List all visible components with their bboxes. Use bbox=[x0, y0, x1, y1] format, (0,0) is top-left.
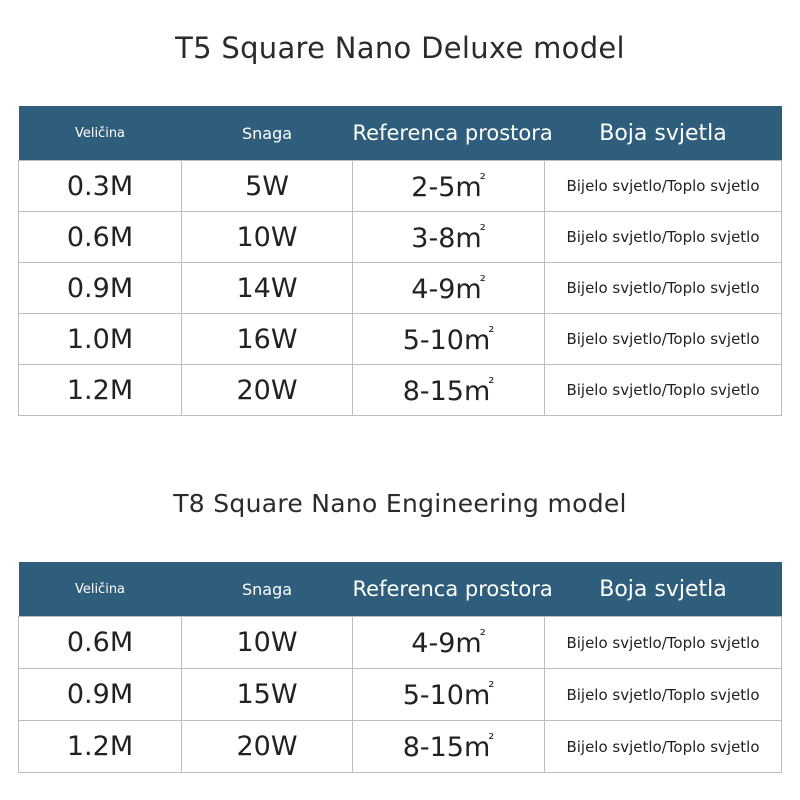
cell-size: 0.6M bbox=[19, 212, 182, 263]
cell-color: Bijelo svjetlo/Toplo svjetlo bbox=[545, 212, 782, 263]
cell-size: 0.9M bbox=[19, 669, 182, 721]
area-value: 2-5m bbox=[411, 171, 482, 203]
cell-area bbox=[353, 314, 545, 365]
table-row bbox=[19, 365, 782, 416]
area-value: 8-15m bbox=[402, 732, 491, 763]
table-row bbox=[19, 617, 782, 669]
header-size: Veličina bbox=[74, 125, 126, 141]
cell-color: Bijelo svjetlo/Toplo svjetlo bbox=[545, 263, 782, 314]
cell-size: 0.9M bbox=[19, 263, 182, 314]
spec-table-t5 bbox=[18, 106, 782, 416]
spec-table-t8 bbox=[18, 562, 782, 773]
cell-area bbox=[353, 669, 545, 721]
cell-color: Bijelo svjetlo/Toplo svjetlo bbox=[545, 617, 782, 669]
area-value: 5-10m bbox=[402, 680, 491, 711]
cell-color: Bijelo svjetlo/Toplo svjetlo bbox=[545, 365, 782, 416]
area-unit-superscript: ² bbox=[488, 678, 495, 696]
table-header bbox=[19, 106, 782, 161]
cell-power: 14W bbox=[182, 263, 353, 314]
area-value: 4-9m bbox=[411, 273, 482, 305]
area-value: 3-8m bbox=[411, 222, 482, 254]
header-size: Veličina bbox=[74, 581, 126, 597]
cell-power: 10W bbox=[182, 617, 353, 669]
cell-power: 20W bbox=[182, 365, 353, 416]
table-row bbox=[19, 721, 782, 773]
header-row bbox=[19, 562, 782, 617]
header-color: Boja svjetla bbox=[599, 576, 727, 602]
cell-size: 0.6M bbox=[19, 617, 182, 669]
cell-power: 20W bbox=[182, 721, 353, 773]
header-reference: Referenca prostora bbox=[352, 577, 553, 601]
table-row bbox=[19, 263, 782, 314]
area-value: 4-9m bbox=[411, 628, 482, 659]
area-value: 5-10m bbox=[402, 324, 491, 356]
table-header bbox=[19, 562, 782, 617]
cell-area bbox=[353, 617, 545, 669]
table-row bbox=[19, 212, 782, 263]
table-row bbox=[19, 314, 782, 365]
cell-area bbox=[353, 365, 545, 416]
table-body bbox=[19, 161, 782, 416]
cell-area bbox=[353, 263, 545, 314]
header-color: Boja svjetla bbox=[599, 120, 727, 146]
area-unit-superscript: ² bbox=[488, 373, 495, 392]
cell-color: Bijelo svjetlo/Toplo svjetlo bbox=[545, 721, 782, 773]
area-unit-superscript: ² bbox=[488, 322, 495, 341]
section-title-t8: T8 Square Nano Engineering model bbox=[173, 489, 627, 518]
area-unit-superscript: ² bbox=[488, 730, 495, 748]
table-row bbox=[19, 669, 782, 721]
cell-area bbox=[353, 721, 545, 773]
table-row bbox=[19, 161, 782, 212]
area-unit-superscript: ² bbox=[479, 271, 486, 290]
cell-size: 1.2M bbox=[19, 365, 182, 416]
section-title-t5: T5 Square Nano Deluxe model bbox=[175, 31, 625, 65]
area-unit-superscript: ² bbox=[479, 626, 486, 644]
header-row bbox=[19, 106, 782, 161]
cell-size: 1.0M bbox=[19, 314, 182, 365]
area-value: 8-15m bbox=[402, 375, 491, 407]
cell-color: Bijelo svjetlo/Toplo svjetlo bbox=[545, 314, 782, 365]
cell-power: 5W bbox=[182, 161, 353, 212]
cell-power: 15W bbox=[182, 669, 353, 721]
cell-size: 0.3M bbox=[19, 161, 182, 212]
cell-color: Bijelo svjetlo/Toplo svjetlo bbox=[545, 669, 782, 721]
cell-area bbox=[353, 161, 545, 212]
area-unit-superscript: ² bbox=[479, 220, 486, 239]
header-power: Snaga bbox=[241, 123, 293, 143]
cell-power: 10W bbox=[182, 212, 353, 263]
cell-power: 16W bbox=[182, 314, 353, 365]
header-power: Snaga bbox=[241, 579, 293, 599]
table-body bbox=[19, 617, 782, 773]
cell-color: Bijelo svjetlo/Toplo svjetlo bbox=[545, 161, 782, 212]
area-unit-superscript: ² bbox=[479, 169, 486, 188]
cell-size: 1.2M bbox=[19, 721, 182, 773]
header-reference: Referenca prostora bbox=[352, 121, 553, 145]
cell-area bbox=[353, 212, 545, 263]
